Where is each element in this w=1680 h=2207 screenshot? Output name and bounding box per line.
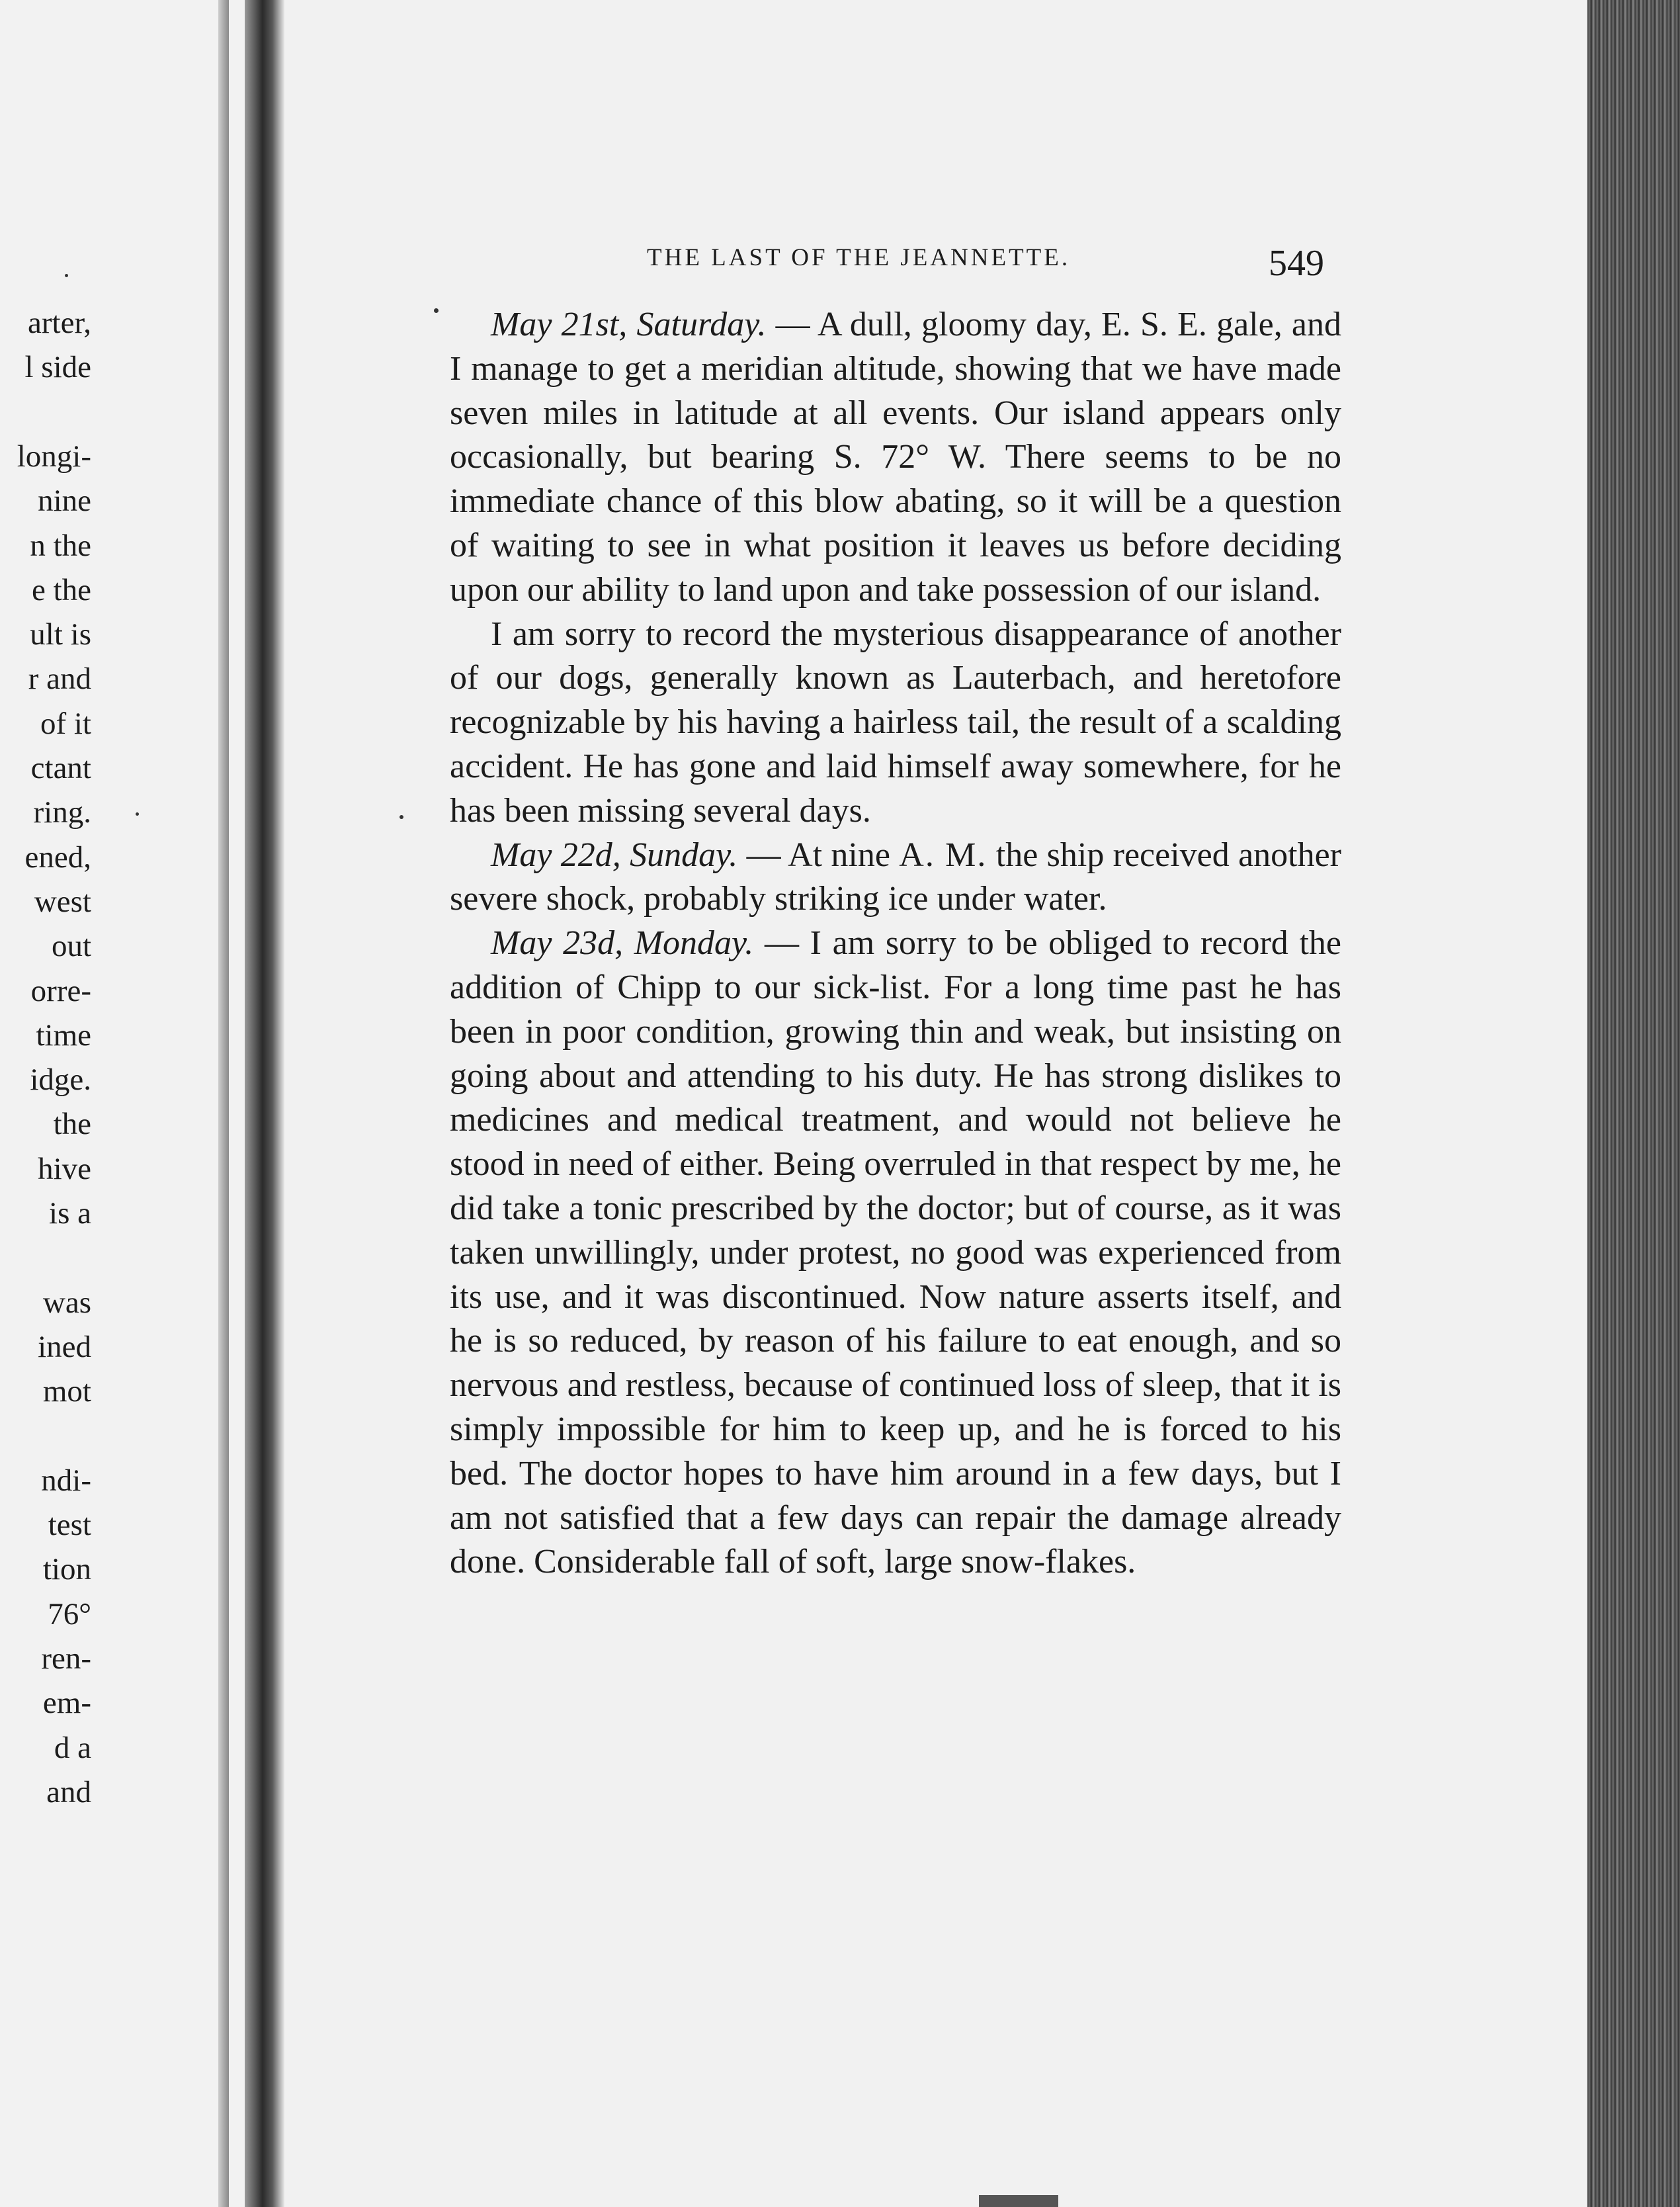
left-page-line: and — [46, 1774, 91, 1809]
left-page-line: time — [36, 1017, 91, 1053]
entry-may-21 — [450, 303, 1341, 613]
left-page-line: ined — [38, 1329, 91, 1364]
left-page-line: d a — [54, 1730, 91, 1765]
left-page-line: ult is — [30, 617, 91, 652]
running-head: THE LAST OF THE JEANNETTE. — [647, 244, 1071, 271]
entry-text: — A dull, gloomy day, E. S. E. gale, and I manage to get a meridian altitude, showing that we have made seven miles in latitude at all events. Our island appears only occasionally, but bearing S. 72° W. There seems to be no immediate chance of this blow abating, so it will be a question of waiting to see in what position it leaves us before deciding upon our ability to land upon and take possession of our island. — [450, 306, 1341, 609]
entry-text: I am sorry to record the mysterious disappearance of another of our dogs, generally known as Lauterbach, and heretofore recognizable by his having a hairless tail, the result of a scalding accident. He has gone and laid himself away somewhere, for he has been missing several days. — [450, 615, 1341, 830]
left-page-edge — [218, 0, 229, 2207]
left-page-line: ring. — [33, 795, 91, 830]
left-page-line: ren- — [41, 1641, 91, 1676]
scan-speck — [65, 274, 68, 277]
entry-date: May 22d, Sunday. — [491, 836, 738, 874]
time-abbreviation: A. M. — [899, 836, 987, 874]
left-page-line: of it — [40, 706, 91, 741]
entry-text: — At nine — [737, 836, 900, 874]
scan-speck — [434, 308, 439, 313]
left-page-line: em- — [42, 1686, 91, 1721]
scan-speck — [136, 812, 139, 816]
left-page-fragment — [0, 0, 245, 2207]
left-page-line: ctant — [30, 751, 91, 785]
entry-text: — I am sorry to be obliged to record the addition of Chipp to our sick-list. For a long time past he has been in poor condition, growing thin and weak, but insisting on going about and attending to his duty. He has strong dislikes to medicines and medical treatment, and would not believe he stood in need of either. Being overruled in that respect by me, he did take a tonic prescribed by the doctor; but of course, as it was taken unwillingly, under protest, no good was experienced from its use, and it was discontinued. Now nature asserts itself, and he is so reduced, by reason of his failure to eat enough, and so nervous and restless, because of continued loss of sleep, that it is simply impossible for him to keep up, and he is forced to his bed. The doctor hopes to have him around in a few days, but I am not satisfied that a few days can repair the damage already done. Considerable fall of soft, large snow-flakes. — [450, 924, 1341, 1581]
left-page-line: ndi- — [41, 1463, 91, 1498]
stacked-page-edges — [1587, 0, 1680, 2207]
left-page-line: e the — [31, 572, 91, 607]
page-number: 549 — [1269, 243, 1324, 284]
left-page-line: mot — [42, 1374, 91, 1409]
left-page-line: orre- — [30, 973, 91, 1008]
left-page-line: was — [42, 1285, 91, 1320]
scan-speck — [399, 815, 403, 819]
entry-date: May 21st, Saturday. — [491, 306, 767, 343]
left-page-line: longi- — [17, 439, 91, 474]
left-page-line: r and — [28, 662, 91, 697]
left-page-line: arter, — [28, 306, 91, 340]
left-page-line: 76° — [48, 1596, 91, 1631]
entry-dog-paragraph — [450, 613, 1341, 834]
left-page-line: ened, — [24, 840, 91, 875]
journal-text — [450, 303, 1341, 1584]
left-page-line: hive — [38, 1151, 91, 1186]
entry-may-22 — [450, 834, 1341, 922]
scan-artifact — [979, 2195, 1058, 2207]
left-page-line: n the — [30, 528, 91, 563]
left-page-line: l side — [24, 350, 91, 385]
left-page-line: the — [53, 1107, 91, 1142]
left-page-line: tion — [42, 1552, 91, 1587]
book-gutter — [245, 0, 284, 2207]
left-page-line: west — [34, 884, 91, 919]
left-page-line: idge. — [30, 1062, 91, 1098]
entry-text: the ship received another severe shock, probably striking ice under water. — [450, 836, 1342, 918]
left-page-line: is a — [49, 1196, 91, 1231]
left-page-line: nine — [38, 484, 91, 519]
entry-may-23 — [450, 922, 1341, 1584]
entry-date: May 23d, Monday. — [491, 924, 754, 963]
left-page-line: test — [48, 1508, 91, 1543]
left-page-line: out — [51, 929, 91, 964]
